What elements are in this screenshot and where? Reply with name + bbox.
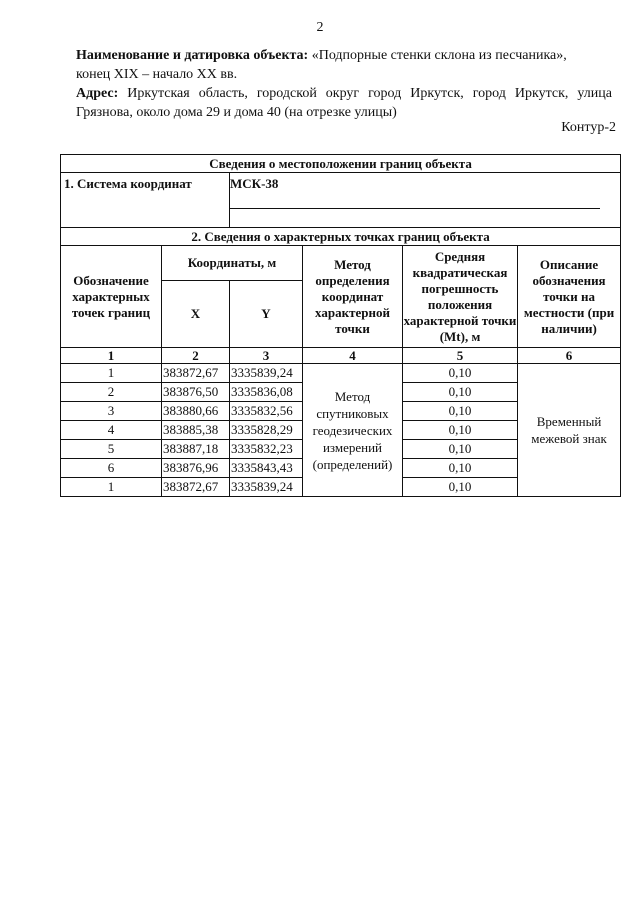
coordinate-system-label: 1. Система координат (61, 173, 230, 228)
error-mt: 0,10 (403, 383, 518, 402)
coord-x: 383887,18 (162, 440, 230, 459)
coord-y: 3335839,24 (230, 478, 303, 497)
coordinate-system-value: МСК-38 (230, 176, 279, 191)
object-name: «Подпорные стенки склона из песчаника», (311, 48, 567, 63)
column-number: 4 (303, 348, 403, 364)
table-row (61, 364, 621, 383)
column-number: 2 (162, 348, 230, 364)
point-id: 5 (61, 440, 162, 459)
point-id: 4 (61, 421, 162, 440)
contour-label: Контур-2 (561, 120, 616, 135)
point-id: 3 (61, 402, 162, 421)
description-cell: Временный межевой знак (518, 364, 621, 497)
coordinate-system-cell (230, 173, 621, 228)
header-description: Описание обозначения точки на местности (при наличии) (518, 246, 621, 348)
point-id: 1 (61, 364, 162, 383)
header-x: X (162, 281, 230, 348)
point-id: 6 (61, 459, 162, 478)
error-mt: 0,10 (403, 478, 518, 497)
object-header (76, 46, 612, 122)
object-label: Наименование и датировка объекта: (76, 48, 309, 63)
coord-x: 383880,66 (162, 402, 230, 421)
point-id: 1 (61, 478, 162, 497)
coord-y: 3335836,08 (230, 383, 303, 402)
address-line (76, 84, 612, 122)
coord-y: 3335839,24 (230, 364, 303, 383)
address-text: Иркутская область, городской округ город Иркутск, город Иркутск, улица Грязнова, около дома 29 и дома 40 (на отрезке улицы) (76, 86, 612, 120)
method-cell: Метод спутниковых геодезических измерений (определений) (303, 364, 403, 497)
header-method: Метод определения координат характерной точки (303, 246, 403, 348)
column-number: 1 (61, 348, 162, 364)
header-point: Обозначение характерных точек границ (61, 246, 162, 348)
column-number: 6 (518, 348, 621, 364)
address-label: Адрес: (76, 86, 119, 101)
error-mt: 0,10 (403, 440, 518, 459)
error-mt: 0,10 (403, 459, 518, 478)
coord-y: 3335828,29 (230, 421, 303, 440)
coord-y: 3335832,23 (230, 440, 303, 459)
coord-x: 383872,67 (162, 364, 230, 383)
point-id: 2 (61, 383, 162, 402)
section2-title: 2. Сведения о характерных точках границ объекта (61, 228, 621, 246)
coord-y: 3335832,56 (230, 402, 303, 421)
page-number: 2 (316, 20, 324, 35)
object-name-line (76, 46, 612, 65)
section1-title: Сведения о местоположении границ объекта (61, 155, 621, 173)
header-y: Y (230, 281, 303, 348)
column-number: 3 (230, 348, 303, 364)
coord-x: 383876,96 (162, 459, 230, 478)
object-dating: конец XIX – начало XX вв. (76, 67, 238, 82)
column-number: 5 (403, 348, 518, 364)
error-mt: 0,10 (403, 364, 518, 383)
boundary-table (60, 154, 621, 497)
coord-x: 383876,50 (162, 383, 230, 402)
error-mt: 0,10 (403, 421, 518, 440)
coord-x: 383872,67 (162, 478, 230, 497)
error-mt: 0,10 (403, 402, 518, 421)
header-error: Средняя квадратическая погрешность положения характерной точки (Mt), м (403, 246, 518, 348)
header-coords: Координаты, м (162, 246, 303, 281)
underline (230, 208, 600, 209)
coord-x: 383885,38 (162, 421, 230, 440)
coord-y: 3335843,43 (230, 459, 303, 478)
